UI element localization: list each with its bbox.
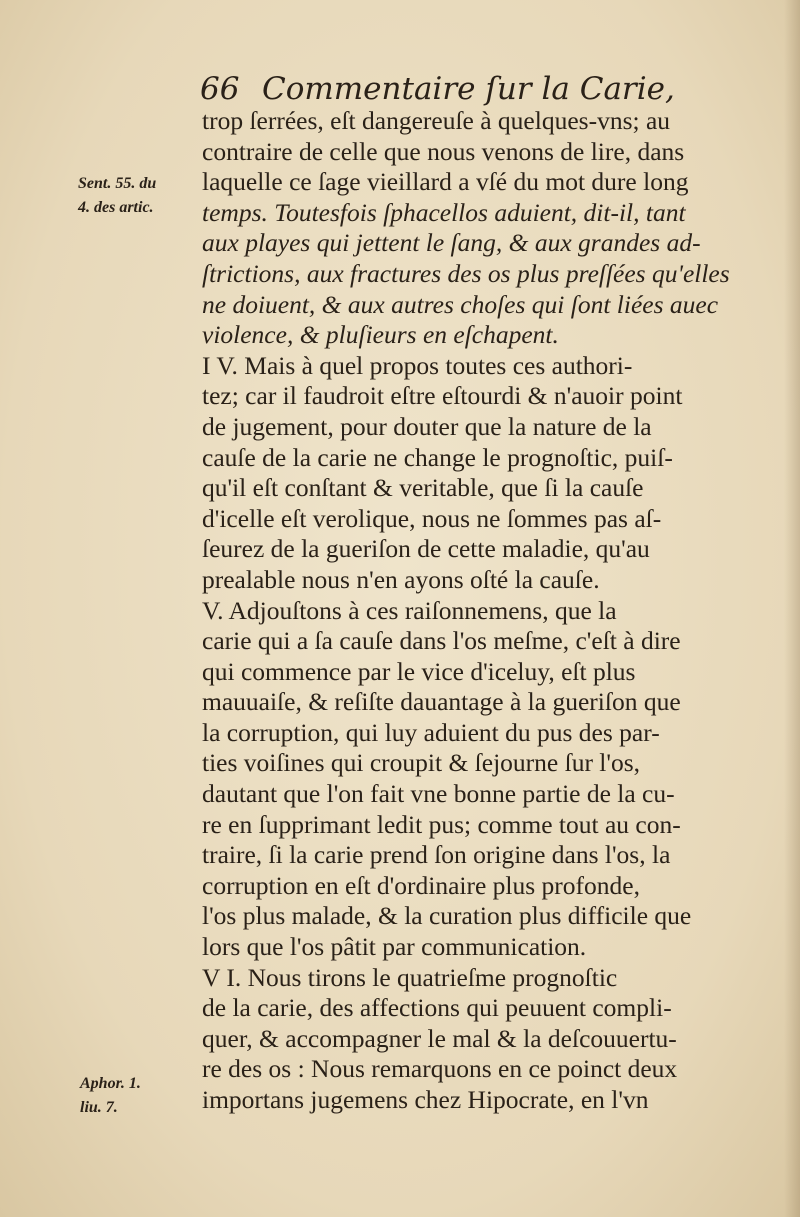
body-text [202,106,758,1116]
text-line: tez; car il faudroit eſtre eſtourdi & n'auoir point [202,381,683,411]
text-line: importans jugemens chez Hipocrate, en l'vn [202,1085,649,1114]
margin-note-1 [78,172,156,220]
margin-note-line: liu. 7. [80,1099,118,1116]
text-line: temps. Toutesfois ſphacellos aduient, dit-il, tant [202,197,686,227]
text-line: prealable nous n'en ayons oſté la cauſe. [202,564,600,594]
text-line: lors que l'os pâtit par communication. [202,932,587,962]
margin-note-2 [80,1072,141,1120]
text-line: ne doiuent, & aux autres choſes qui ſont liées auec [202,289,719,319]
text-line: re en ſupprimant ledit pus; comme tout au con- [202,809,681,839]
text-line: ties voiſines qui croupit & ſejourne ſur l'os, [202,748,641,778]
text-line: V I. Nous tirons le quatrieſme prognoſtic [202,962,618,992]
text-line: de la carie, des affections qui peuuent compli- [202,993,672,1023]
text-line: quer, & accompagner le mal & la deſcouuertu- [202,1023,677,1053]
text-line: re des os : Nous remarquons en ce poinct deux [202,1054,678,1084]
text-line: violence, & pluſieurs en eſchapent. [202,320,559,350]
margin-note-line: Sent. 55. du [78,175,157,192]
text-line: contraire de celle que nous venons de lire, dans [202,136,685,166]
page-number: 66 [200,71,240,107]
text-line: de jugement, pour douter que la nature de la [202,411,652,441]
text-line: traire, ſi la carie prend ſon origine dans l'os, la [202,840,671,870]
running-title: Commentaire ſur la Carie, [262,71,675,107]
text-line: dautant que l'on fait vne bonne partie de la cu- [202,779,675,809]
margin-note-line: Aphor. 1. [80,1075,141,1092]
text-line: laquelle ce ſage vieillard a vſé du mot dure long [202,167,689,197]
text-line: I V. Mais à quel propos toutes ces authori- [202,350,633,380]
text-line: qu'il eſt conſtant & veritable, que ſi la cauſe [202,473,644,503]
text-line: trop ſerrées, eſt dangereuſe à quelques-vns; au [202,106,671,135]
text-line: qui commence par le vice d'iceluy, eſt plus [202,656,636,686]
text-line: d'icelle eſt verolique, nous ne ſommes pas aſ- [202,503,662,533]
page-edge-shadow [784,0,800,1217]
text-line: corruption en eſt d'ordinaire plus profonde, [202,870,640,900]
text-line: mauuaiſe, & reſiſte dauantage à la gueriſon que [202,687,681,717]
running-header [200,68,675,110]
text-line: ſtrictions, aux fractures des os plus preſſées qu'elles [202,258,730,288]
text-line: ſeurez de la gueriſon de cette maladie, qu'au [202,534,650,564]
text-line: V. Adjouſtons à ces raiſonnemens, que la [202,595,617,625]
margin-note-line: 4. des artic. [78,199,154,216]
text-line: cauſe de la carie ne change le prognoſtic, puiſ- [202,442,673,472]
text-line: l'os plus malade, & la curation plus difficile que [202,901,692,931]
text-line: la corruption, qui luy aduient du pus des par- [202,717,660,747]
text-line: carie qui a ſa cauſe dans l'os meſme, c'eſt à dire [202,626,681,656]
text-line: aux playes qui jettent le ſang, & aux grandes ad- [202,228,701,258]
